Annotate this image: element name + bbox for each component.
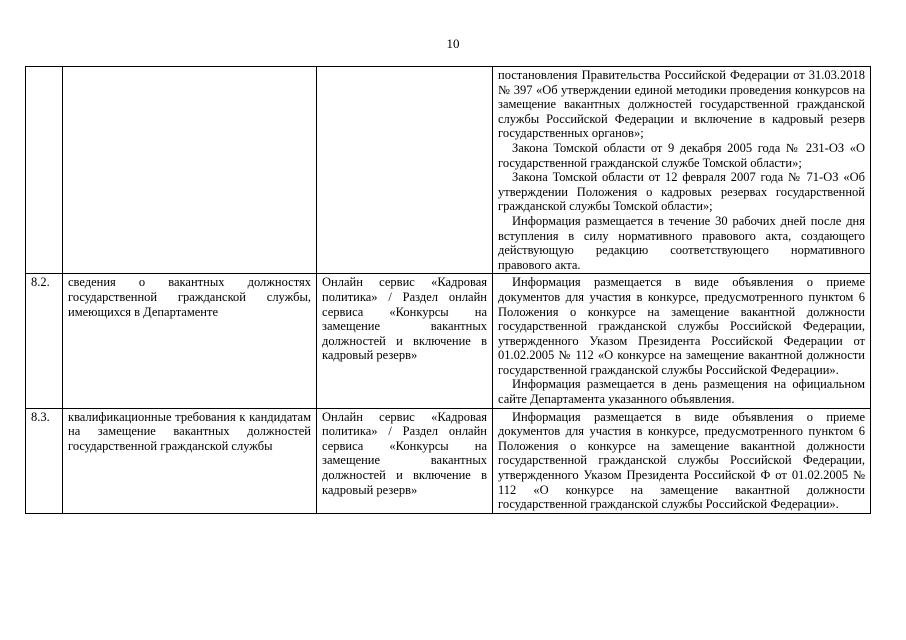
row-number: 8.3. <box>26 408 63 513</box>
row-source <box>317 67 493 274</box>
table-row <box>26 67 871 274</box>
details-paragraph: Информация размещается в виде объявления о приеме документов для участия в конкурсе, предусмотренного пунктом 6 Положения о конкурсе на замещение вакантной должности государственной гражданской службы Российской Федерации, утвержденного Указом Президента Российской Федерации от 01.02.2005 № 112 «О конкурсе на замещение вакантной должности государственной гражданской службы Российской Федерации». <box>498 275 865 377</box>
document-table <box>25 66 871 514</box>
table-row <box>26 408 871 513</box>
details-paragraph: Информация размещается в виде объявления о приеме документов для участия в конкурсе, предусмотренного пунктом 6 Положения о конкурсе на замещение вакантной должности государственной гражданской службы Российской Федерации, утвержденного Указом Президента Российской Ф от 01.02.2005 № 112 «О конкурсе на замещение вакантной должности государственной гражданской службы Российской Федерации». <box>498 409 865 512</box>
table-row <box>26 274 871 408</box>
row-description <box>63 67 317 274</box>
row-details <box>493 274 871 408</box>
page-number: 10 <box>446 36 460 51</box>
row-description: квалификационные требования к кандидатам на замещение вакантных должностей государственной гражданской службы <box>63 408 317 513</box>
row-details <box>493 408 871 513</box>
row-number <box>26 67 63 274</box>
row-details <box>493 67 871 274</box>
details-continuation: постановления Правительства Российской Федерации от 31.03.2018 № 397 «Об утверждении единой методики проведения конкурсов на замещение вакантных должностей государственной гражданской службы Российской Федерации и включение в кадровый резерв государственных органов»; <box>498 68 865 141</box>
details-paragraph: Информация размещается в течение 30 рабочих дней после дня вступления в силу нормативного правового акта, создающего действующую редакцию соответствующего нормативного правового акта. <box>498 213 865 272</box>
details-paragraph: Закона Томской области от 12 февраля 2007 года № 71-ОЗ «Об утверждении Положения о кадровых резервах государственной гражданской службы Томской области»; <box>498 170 865 214</box>
row-source: Онлайн сервис «Кадровая политика» / Раздел онлайн сервиса «Конкурсы на замещение вакантных должностей и включение в кадровый резерв» <box>317 274 493 408</box>
details-paragraph: Информация размещается в день размещения на официальном сайте Департамента указанного объявления. <box>498 377 865 407</box>
row-description: сведения о вакантных должностях государственной гражданской службы, имеющихся в Департаменте <box>63 274 317 408</box>
row-number: 8.2. <box>26 274 63 408</box>
table-body <box>26 67 871 514</box>
details-paragraph: Закона Томской области от 9 декабря 2005 года № 231-ОЗ «О государственной гражданской службе Томской области»; <box>498 140 865 170</box>
row-source: Онлайн сервис «Кадровая политика» / Раздел онлайн сервиса «Конкурсы на замещение вакантных должностей и включение в кадровый резерв» <box>317 408 493 513</box>
